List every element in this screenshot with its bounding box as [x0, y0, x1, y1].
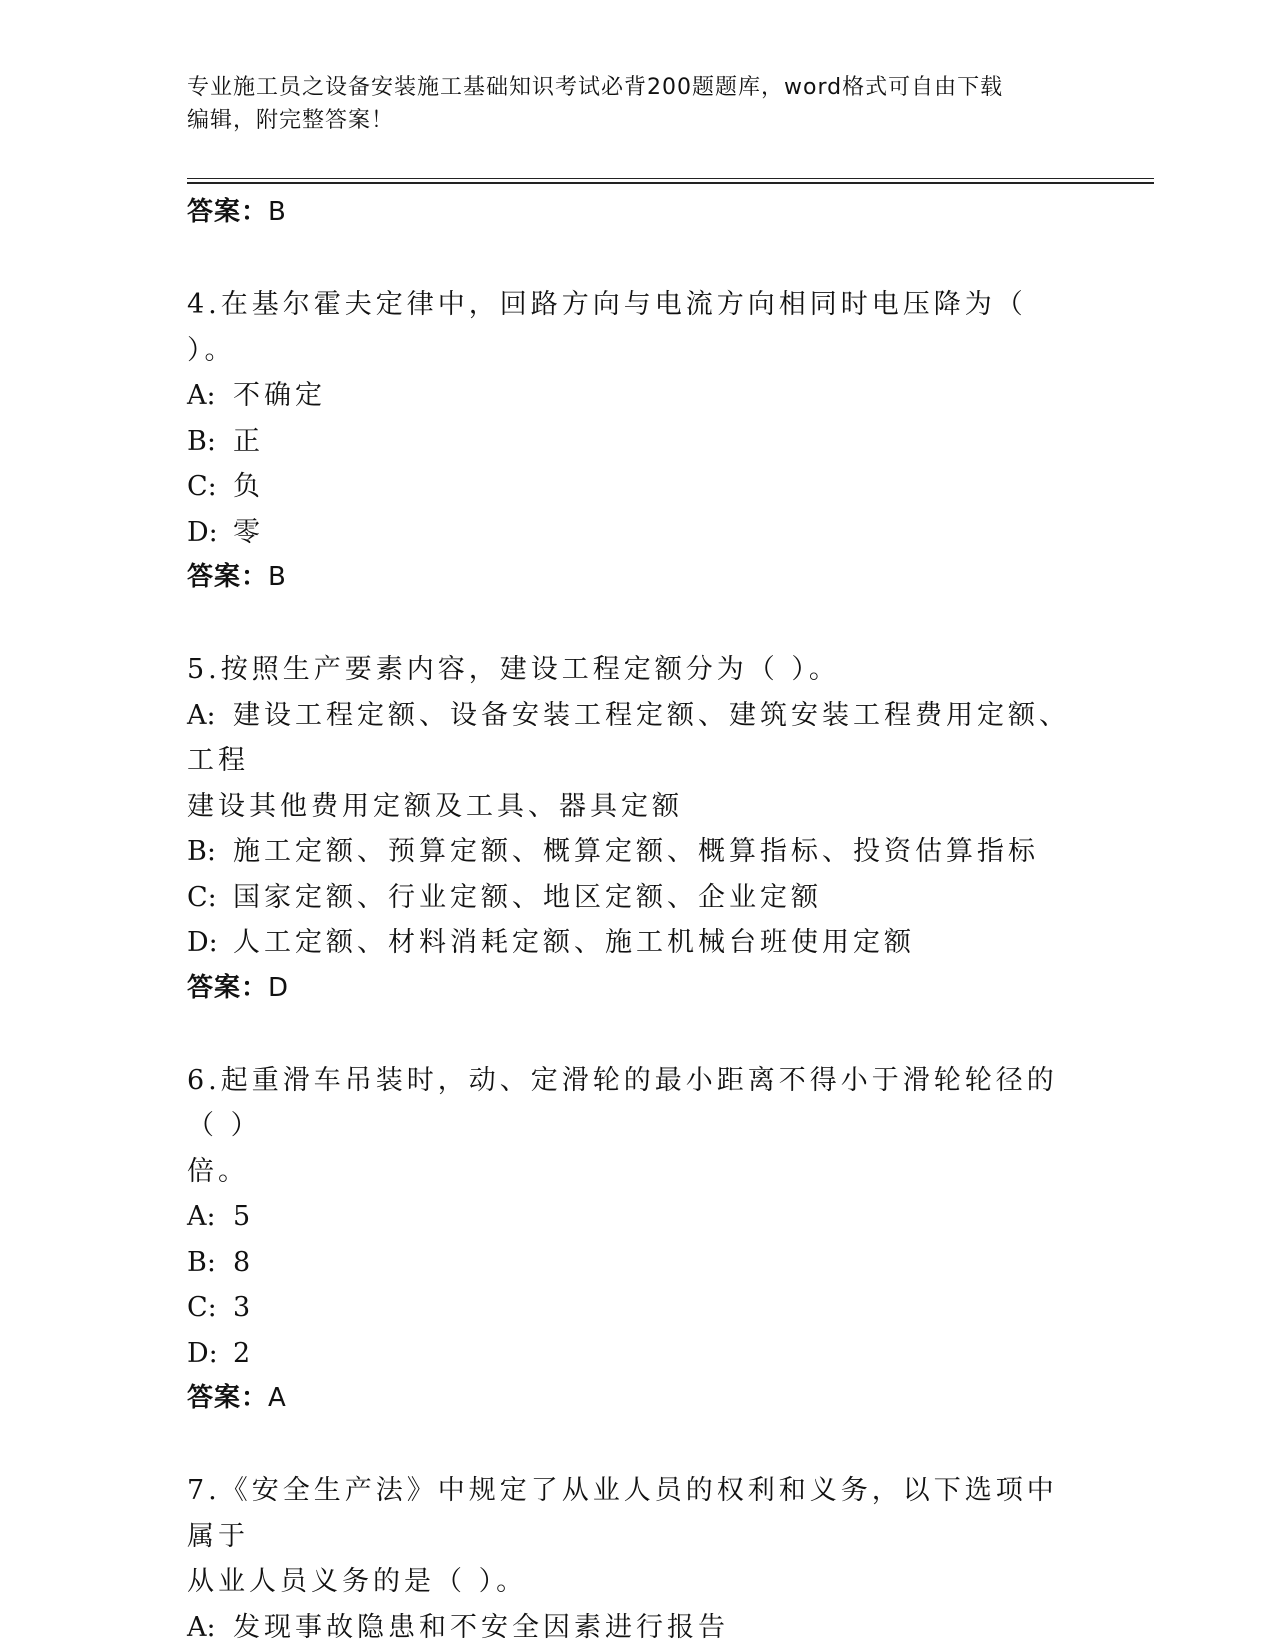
- option-text: 2: [233, 1337, 255, 1369]
- header-divider-thin: [187, 178, 1154, 179]
- option-text: 施工定额、预算定额、概算定额、概算指标、投资估算指标: [233, 836, 1039, 867]
- option-label: B:: [187, 836, 216, 867]
- question-stem: 7.《安全生产法》中规定了从业人员的权利和义务，以下选项中属于: [187, 1475, 1058, 1552]
- option-row: [187, 920, 1087, 966]
- option-row: [187, 1331, 1087, 1377]
- document-header: [187, 71, 1067, 137]
- answer-line: [187, 966, 1087, 1010]
- option-label: A:: [187, 699, 216, 731]
- header-line-2: 编辑，附完整答案！: [187, 108, 395, 133]
- header-line-1: 专业施工员之设备安装施工基础知识考试必背200题题库，word格式可自由下载: [187, 75, 1004, 100]
- question-stem: 从业人员义务的是（ ）。: [187, 1566, 528, 1597]
- option-text: 建设其他费用定额及工具、器具定额: [187, 790, 683, 822]
- header-divider-thick: [187, 182, 1154, 184]
- option-label: B:: [187, 1246, 216, 1278]
- option-label: D:: [187, 1337, 218, 1369]
- option-label: B:: [187, 425, 216, 457]
- option-row: [187, 510, 1087, 556]
- option-row: [187, 373, 1087, 419]
- answer-key: A: [268, 1383, 287, 1413]
- option-row: [187, 1285, 1087, 1331]
- option-label: A:: [187, 1611, 216, 1643]
- option-text: 零: [233, 516, 264, 548]
- answer-prefix: 答案：: [187, 972, 269, 1003]
- answer-prefix: 答案：: [187, 1383, 269, 1413]
- question-stem: 4.在基尔霍夫定律中，回路方向与电流方向相同时电压降为（ ）。: [187, 289, 1027, 366]
- option-text: 发现事故隐患和不安全因素进行报告: [233, 1611, 729, 1643]
- option-text: 人工定额、材料消耗定额、施工机械台班使用定额: [233, 927, 915, 958]
- spacer: [187, 1420, 1087, 1468]
- answer-key: D: [268, 972, 290, 1003]
- answer-line: [187, 555, 1087, 599]
- questions-container: [187, 282, 1087, 1650]
- option-label: A:: [187, 380, 216, 411]
- option-row: [187, 829, 1087, 875]
- question-block: [187, 647, 1087, 1058]
- spacer: [187, 1010, 1087, 1058]
- option-row: [187, 1605, 1087, 1650]
- option-row: [187, 875, 1087, 921]
- option-row: [187, 1240, 1087, 1286]
- option-text: 建设工程定额、设备安装工程定额、建筑安装工程费用定额、工程: [187, 699, 1070, 776]
- question-block: [187, 282, 1087, 647]
- option-label: C:: [187, 1292, 217, 1323]
- option-row: [187, 419, 1087, 465]
- option-text: 不确定: [233, 380, 326, 411]
- option-label: C:: [187, 471, 217, 502]
- question-block: [187, 1058, 1087, 1469]
- question-stem: 倍。: [187, 1155, 249, 1187]
- spacer: [187, 599, 1087, 647]
- option-row: [187, 464, 1087, 510]
- option-text: 负: [233, 471, 264, 502]
- spacer: [187, 234, 1087, 282]
- option-row: [187, 784, 1087, 830]
- answer-key: B: [268, 562, 287, 592]
- option-row: [187, 693, 1087, 784]
- question-stem: 6.起重滑车吊装时，动、定滑轮的最小距离不得小于滑轮轮径的（ ）: [187, 1064, 1058, 1141]
- option-text: 国家定额、行业定额、地区定额、企业定额: [233, 881, 822, 913]
- option-text: 正: [233, 425, 264, 457]
- question-stem: 5.按照生产要素内容，建设工程定额分为（ ）。: [187, 654, 840, 685]
- answer-prefix: 答案：: [187, 562, 269, 592]
- question-list: [187, 190, 1087, 1650]
- option-text: 3: [233, 1292, 255, 1323]
- option-row: [187, 1194, 1087, 1240]
- option-text: 5: [233, 1201, 255, 1232]
- option-label: D:: [187, 516, 218, 548]
- answer-prefix: 答案：: [187, 197, 269, 227]
- question-block: [187, 1468, 1087, 1650]
- answer-line: [187, 1376, 1087, 1420]
- option-label: C:: [187, 881, 217, 913]
- answer-line: [187, 190, 1087, 234]
- option-text: 8: [233, 1246, 255, 1278]
- option-label: A:: [187, 1201, 216, 1232]
- answer-key: B: [268, 197, 287, 227]
- option-label: D:: [187, 927, 218, 958]
